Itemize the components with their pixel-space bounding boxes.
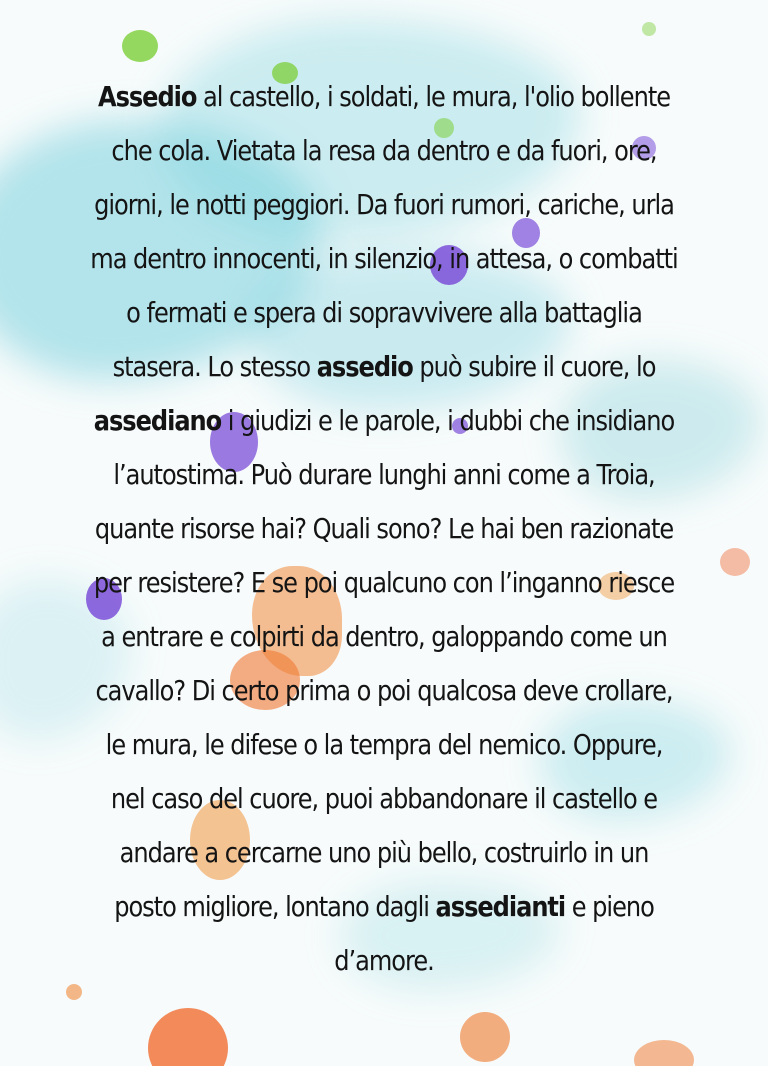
poem-line xyxy=(61,772,708,826)
poem-line xyxy=(61,880,708,934)
poem-line xyxy=(61,502,708,556)
keyword-bold: assediano xyxy=(93,404,222,437)
text-segment: per resistere? E se poi qualcuno con l’inganno riesce xyxy=(93,566,675,599)
poem-line xyxy=(61,448,708,502)
poem-line xyxy=(61,70,708,124)
text-segment: può subire il cuore, lo xyxy=(412,350,656,383)
green-splat xyxy=(122,30,158,62)
text-segment: nel caso del cuore, puoi abbandonare il castello e xyxy=(110,782,658,815)
text-segment: stasera. Lo stesso xyxy=(112,350,317,383)
orange-splat xyxy=(460,1012,510,1062)
text-segment: cavallo? Di certo prima o poi qualcosa deve crollare, xyxy=(95,674,673,707)
text-segment: quante risorse hai? Quali sono? Le hai ben razionate xyxy=(94,512,674,545)
text-segment: i giudizi e le parole, i dubbi che insidiano xyxy=(221,404,675,437)
green-splat xyxy=(642,22,656,36)
keyword-bold: assedio xyxy=(316,350,413,383)
text-segment: posto migliore, lontano dagli xyxy=(114,890,436,923)
text-segment: l’autostima. Può durare lunghi anni come a Troia, xyxy=(113,458,655,491)
orange-splat xyxy=(148,1008,228,1066)
text-segment: d’amore. xyxy=(334,944,434,977)
keyword-bold: Assedio xyxy=(97,80,197,113)
poem-line xyxy=(61,286,708,340)
poem-line xyxy=(61,124,708,178)
text-segment: al castello, i soldati, le mura, l'olio bollente xyxy=(196,80,671,113)
poem-line xyxy=(61,232,708,286)
poem-line xyxy=(61,610,708,664)
text-segment: giorni, le notti peggiori. Da fuori rumori, cariche, urla xyxy=(94,188,674,221)
orange-splat xyxy=(634,1040,694,1066)
text-segment: le mura, le difese o la tempra del nemico. Oppure, xyxy=(105,728,663,761)
text-segment: e pieno xyxy=(565,890,654,923)
poem-line xyxy=(61,394,708,448)
text-segment: che cola. Vietata la resa da dentro e da fuori, ore, xyxy=(111,134,657,167)
poem-line xyxy=(61,664,708,718)
poem-line xyxy=(61,934,708,988)
poem-line xyxy=(61,826,708,880)
poem-line xyxy=(61,178,708,232)
text-segment: a entrare e colpirti da dentro, galoppando come un xyxy=(101,620,667,653)
text-segment: o fermati e spera di sopravvivere alla battaglia xyxy=(126,296,642,329)
poem-line xyxy=(61,556,708,610)
poem-text xyxy=(61,70,708,988)
orange-splat xyxy=(720,548,750,576)
keyword-bold: assedianti xyxy=(435,890,566,923)
text-segment: andare a cercarne uno più bello, costruirlo in un xyxy=(119,836,649,869)
poem-line xyxy=(61,340,708,394)
text-segment: ma dentro innocenti, in silenzio, in attesa, o combatti xyxy=(90,242,678,275)
poem-line xyxy=(61,718,708,772)
